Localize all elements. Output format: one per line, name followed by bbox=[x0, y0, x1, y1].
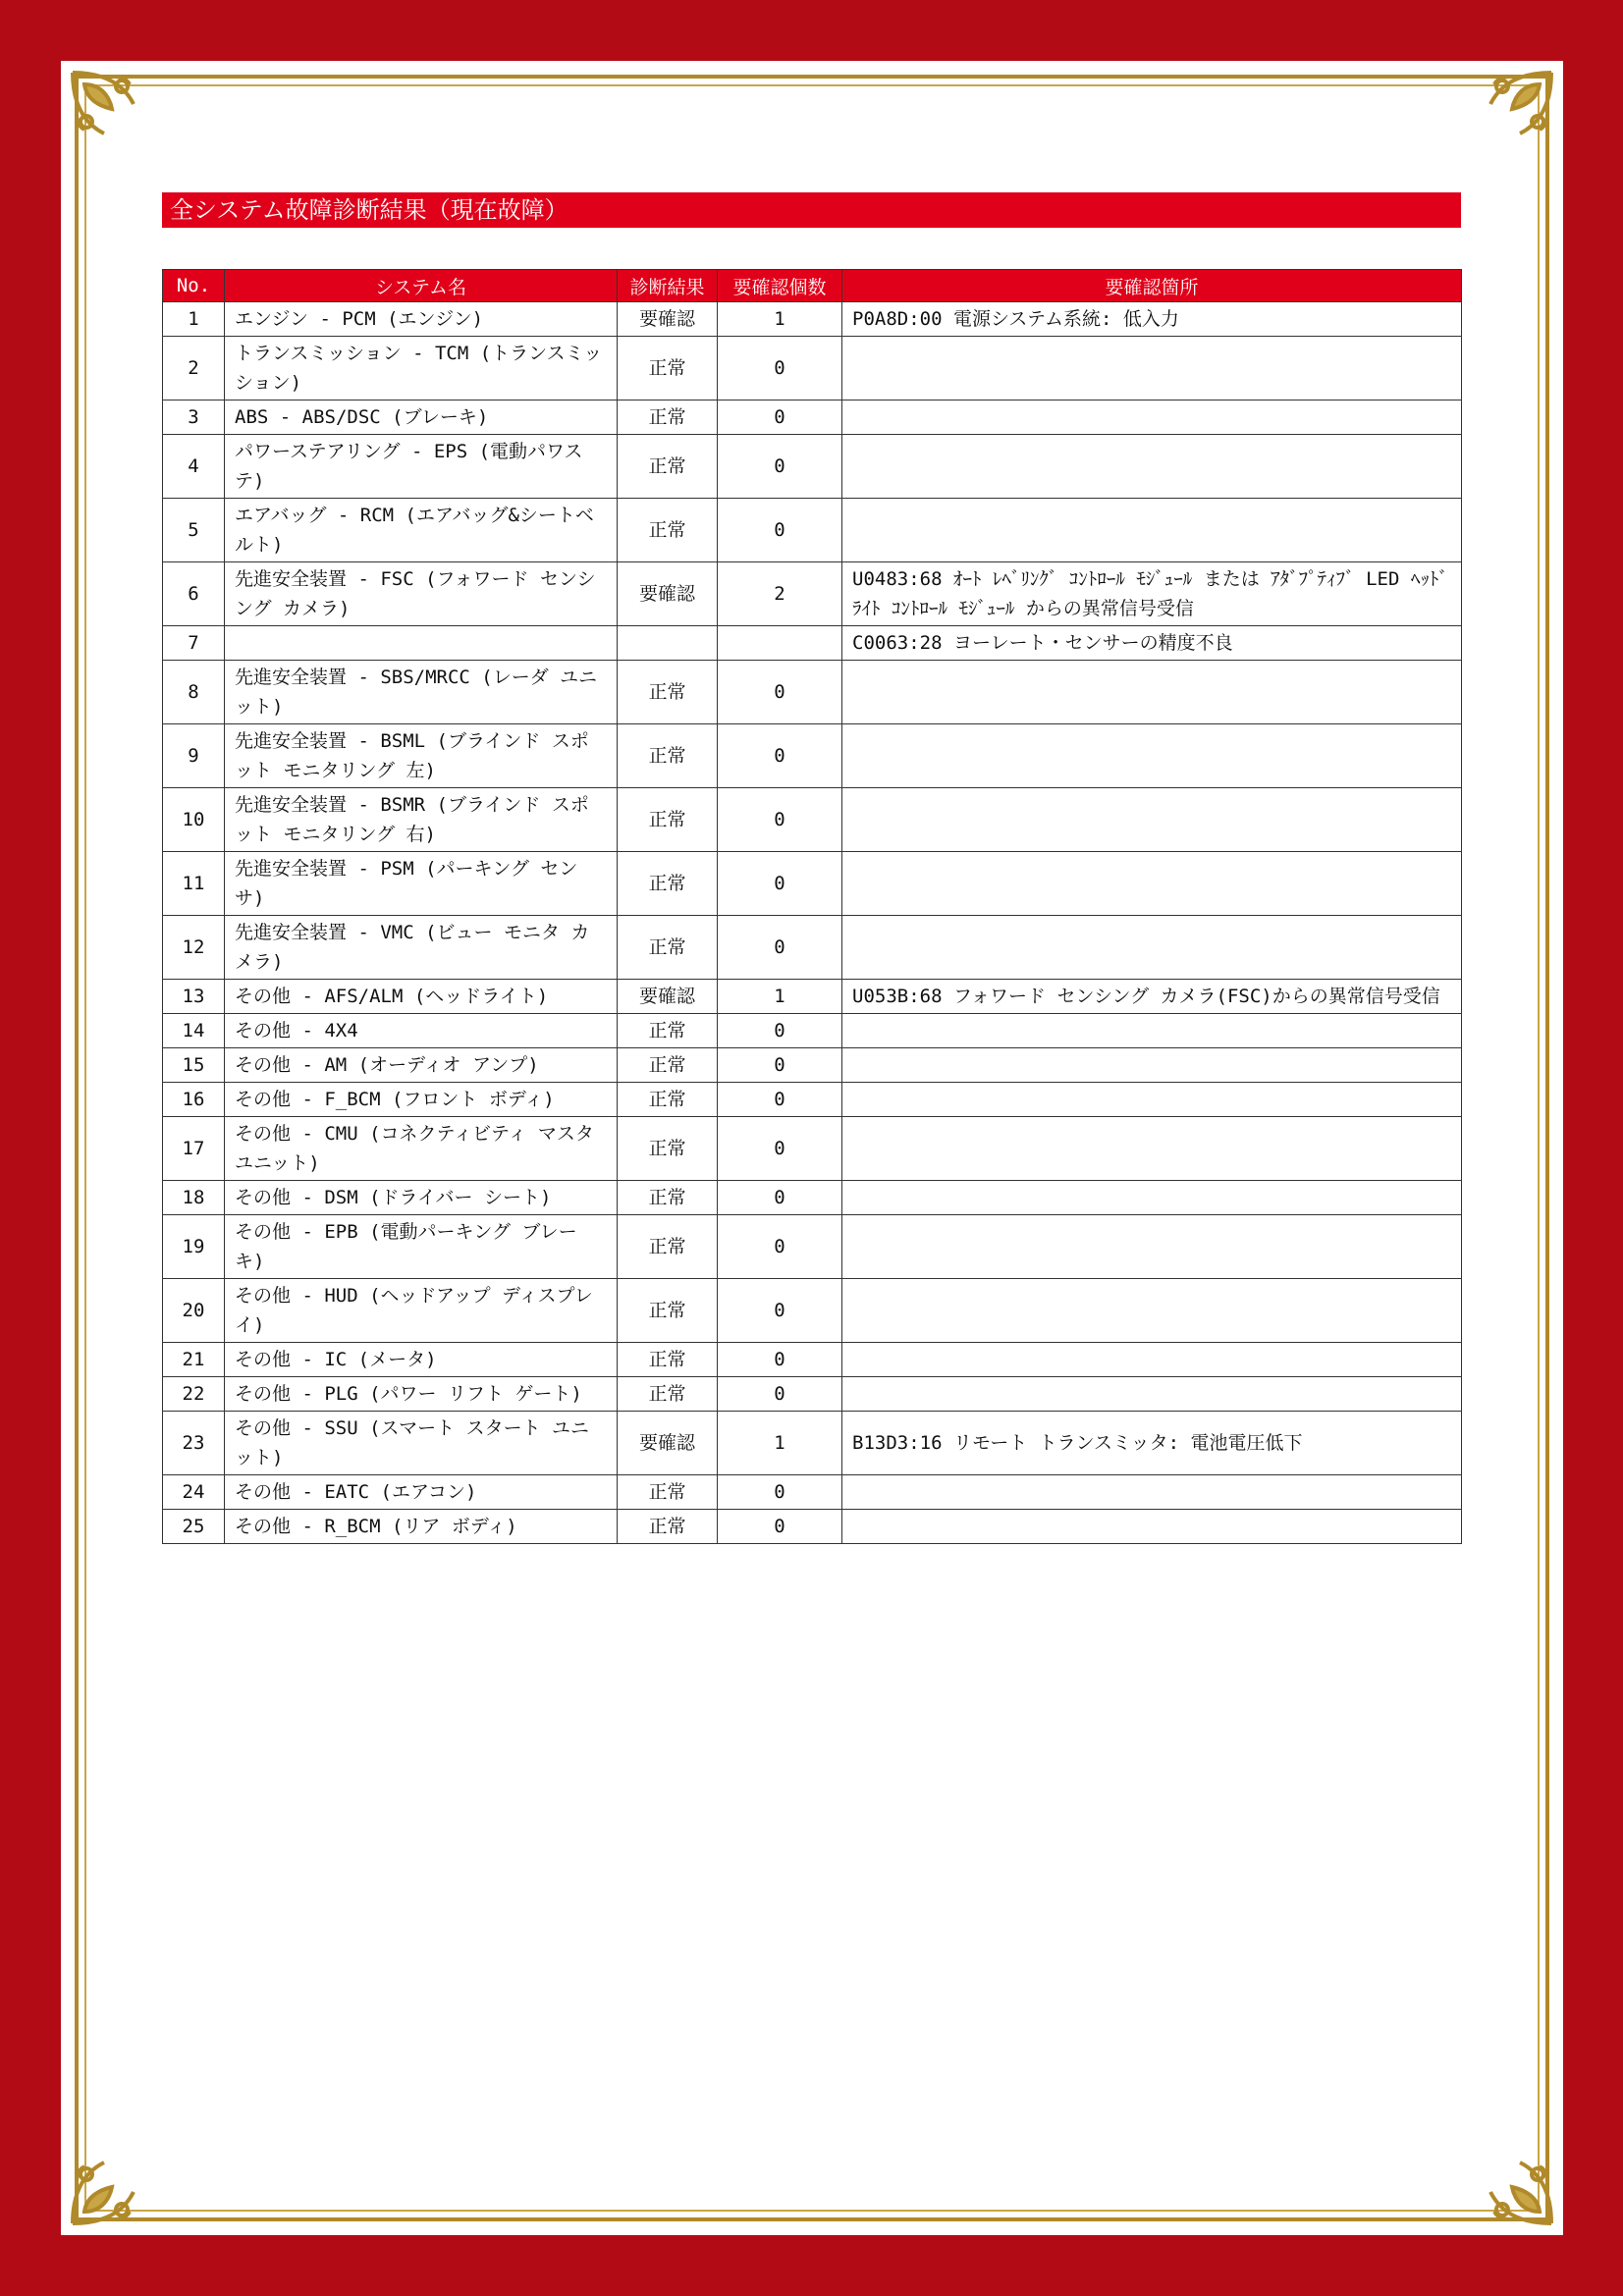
diagnosis-results-table bbox=[162, 269, 1462, 1544]
header-system-name: システム名 bbox=[225, 270, 618, 302]
cell-check-location bbox=[842, 724, 1462, 788]
cell-no: 19 bbox=[163, 1215, 225, 1279]
cell-diagnosis-result: 正常 bbox=[618, 400, 718, 435]
cell-check-count: 0 bbox=[718, 852, 842, 916]
cell-check-location: P0A8D:00 電源システム系統: 低入力 bbox=[842, 302, 1462, 337]
cell-diagnosis-result: 正常 bbox=[618, 661, 718, 724]
cell-diagnosis-result: 正常 bbox=[618, 1048, 718, 1083]
cell-check-location bbox=[842, 400, 1462, 435]
cell-check-count: 0 bbox=[718, 1048, 842, 1083]
corner-ornament-icon bbox=[65, 65, 159, 159]
cell-diagnosis-result: 正常 bbox=[618, 1343, 718, 1377]
cell-check-count: 0 bbox=[718, 788, 842, 852]
cell-diagnosis-result: 正常 bbox=[618, 1181, 718, 1215]
cell-check-count: 0 bbox=[718, 1343, 842, 1377]
cell-system-name: その他 - PLG (パワー リフト ゲート) bbox=[225, 1377, 618, 1412]
cell-system-name: その他 - CMU (コネクティビティ マスタ ユニット) bbox=[225, 1117, 618, 1181]
cell-system-name: その他 - HUD (ヘッドアップ ディスプレイ) bbox=[225, 1279, 618, 1343]
cell-no: 10 bbox=[163, 788, 225, 852]
cell-system-name: その他 - AM (オーディオ アンプ) bbox=[225, 1048, 618, 1083]
table-row bbox=[163, 1014, 1462, 1048]
table-row bbox=[163, 499, 1462, 562]
cell-diagnosis-result: 正常 bbox=[618, 435, 718, 499]
report-page bbox=[61, 61, 1563, 2235]
cell-system-name: 先進安全装置 - PSM (パーキング センサ) bbox=[225, 852, 618, 916]
section-title: 全システム故障診断結果（現在故障） bbox=[162, 192, 1461, 228]
cell-check-location bbox=[842, 1048, 1462, 1083]
cell-system-name: その他 - IC (メータ) bbox=[225, 1343, 618, 1377]
table-row bbox=[163, 1048, 1462, 1083]
cell-no: 12 bbox=[163, 916, 225, 980]
cell-check-location bbox=[842, 1014, 1462, 1048]
cell-check-location bbox=[842, 1475, 1462, 1510]
cell-no: 22 bbox=[163, 1377, 225, 1412]
cell-check-count: 1 bbox=[718, 1412, 842, 1475]
cell-no: 24 bbox=[163, 1475, 225, 1510]
cell-system-name: その他 - EPB (電動パーキング ブレーキ) bbox=[225, 1215, 618, 1279]
cell-system-name: 先進安全装置 - BSMR (ブラインド スポット モニタリング 右) bbox=[225, 788, 618, 852]
cell-system-name: その他 - F_BCM (フロント ボディ) bbox=[225, 1083, 618, 1117]
cell-system-name: 先進安全装置 - VMC (ビュー モニタ カメラ) bbox=[225, 916, 618, 980]
cell-system-name: ABS - ABS/DSC (ブレーキ) bbox=[225, 400, 618, 435]
table-row bbox=[163, 1215, 1462, 1279]
cell-check-count: 0 bbox=[718, 435, 842, 499]
cell-check-location bbox=[842, 1343, 1462, 1377]
cell-check-count: 0 bbox=[718, 499, 842, 562]
cell-check-count bbox=[718, 626, 842, 661]
cell-system-name: その他 - R_BCM (リア ボディ) bbox=[225, 1510, 618, 1544]
cell-check-count: 0 bbox=[718, 1475, 842, 1510]
cell-check-count: 0 bbox=[718, 1279, 842, 1343]
cell-system-name: トランスミッション - TCM (トランスミッション) bbox=[225, 337, 618, 400]
cell-diagnosis-result: 正常 bbox=[618, 1083, 718, 1117]
cell-system-name: その他 - SSU (スマート スタート ユニット) bbox=[225, 1412, 618, 1475]
header-check-count: 要確認個数 bbox=[718, 270, 842, 302]
cell-no: 16 bbox=[163, 1083, 225, 1117]
cell-system-name: 先進安全装置 - FSC (フォワード センシング カメラ) bbox=[225, 562, 618, 626]
cell-no: 11 bbox=[163, 852, 225, 916]
cell-check-location: U053B:68 フォワード センシング カメラ(FSC)からの異常信号受信 bbox=[842, 980, 1462, 1014]
cell-check-count: 0 bbox=[718, 1117, 842, 1181]
cell-system-name: その他 - DSM (ドライバー シート) bbox=[225, 1181, 618, 1215]
cell-diagnosis-result: 正常 bbox=[618, 1510, 718, 1544]
cell-check-count: 0 bbox=[718, 337, 842, 400]
cell-check-location bbox=[842, 1083, 1462, 1117]
table-row bbox=[163, 435, 1462, 499]
cell-check-location bbox=[842, 852, 1462, 916]
cell-diagnosis-result: 正常 bbox=[618, 1215, 718, 1279]
table-row bbox=[163, 1343, 1462, 1377]
cell-no: 23 bbox=[163, 1412, 225, 1475]
table-row bbox=[163, 1475, 1462, 1510]
cell-check-location bbox=[842, 916, 1462, 980]
cell-check-location: B13D3:16 リモート トランスミッタ: 電池電圧低下 bbox=[842, 1412, 1462, 1475]
cell-diagnosis-result: 正常 bbox=[618, 499, 718, 562]
cell-diagnosis-result: 正常 bbox=[618, 1475, 718, 1510]
cell-system-name: 先進安全装置 - BSML (ブラインド スポット モニタリング 左) bbox=[225, 724, 618, 788]
cell-check-location bbox=[842, 1117, 1462, 1181]
table-row bbox=[163, 1279, 1462, 1343]
cell-check-location bbox=[842, 1510, 1462, 1544]
table-row bbox=[163, 626, 1462, 661]
table-row bbox=[163, 980, 1462, 1014]
corner-ornament-icon bbox=[1465, 65, 1559, 159]
cell-no: 20 bbox=[163, 1279, 225, 1343]
cell-check-count: 0 bbox=[718, 1083, 842, 1117]
cell-check-location bbox=[842, 435, 1462, 499]
table-row bbox=[163, 788, 1462, 852]
cell-check-location bbox=[842, 661, 1462, 724]
cell-check-count: 0 bbox=[718, 916, 842, 980]
cell-diagnosis-result: 要確認 bbox=[618, 302, 718, 337]
cell-check-count: 0 bbox=[718, 1014, 842, 1048]
cell-no: 1 bbox=[163, 302, 225, 337]
table-header-row bbox=[163, 270, 1462, 302]
cell-check-count: 0 bbox=[718, 661, 842, 724]
cell-check-count: 0 bbox=[718, 724, 842, 788]
table-row bbox=[163, 1510, 1462, 1544]
header-diagnosis-result: 診断結果 bbox=[618, 270, 718, 302]
cell-no: 14 bbox=[163, 1014, 225, 1048]
cell-check-count: 0 bbox=[718, 1181, 842, 1215]
corner-ornament-icon bbox=[65, 2137, 159, 2231]
cell-no: 18 bbox=[163, 1181, 225, 1215]
cell-system-name: 先進安全装置 - SBS/MRCC (レーダ ユニット) bbox=[225, 661, 618, 724]
cell-check-location bbox=[842, 337, 1462, 400]
cell-no: 6 bbox=[163, 562, 225, 626]
table-row bbox=[163, 724, 1462, 788]
cell-no: 25 bbox=[163, 1510, 225, 1544]
cell-diagnosis-result: 正常 bbox=[618, 852, 718, 916]
cell-diagnosis-result: 要確認 bbox=[618, 980, 718, 1014]
corner-ornament-icon bbox=[1465, 2137, 1559, 2231]
cell-diagnosis-result: 正常 bbox=[618, 337, 718, 400]
cell-check-location: U0483:68 ｵｰﾄ ﾚﾍﾞﾘﾝｸﾞ ｺﾝﾄﾛｰﾙ ﾓｼﾞｭｰﾙ または ｱﾀﾞﾌﾟﾃｨﾌﾞ LED ﾍｯﾄﾞﾗｲﾄ ｺﾝﾄﾛｰﾙ ﾓｼﾞｭｰﾙ からの異常信号受信 bbox=[842, 562, 1462, 626]
cell-system-name: その他 - EATC (エアコン) bbox=[225, 1475, 618, 1510]
cell-check-count: 1 bbox=[718, 980, 842, 1014]
cell-no: 15 bbox=[163, 1048, 225, 1083]
table-row bbox=[163, 1377, 1462, 1412]
table-row bbox=[163, 661, 1462, 724]
cell-check-count: 0 bbox=[718, 400, 842, 435]
cell-check-count: 0 bbox=[718, 1377, 842, 1412]
cell-diagnosis-result: 正常 bbox=[618, 1014, 718, 1048]
cell-check-location bbox=[842, 499, 1462, 562]
cell-system-name: エアバッグ - RCM (エアバッグ&シートベルト) bbox=[225, 499, 618, 562]
cell-no: 9 bbox=[163, 724, 225, 788]
cell-check-count: 0 bbox=[718, 1510, 842, 1544]
cell-check-location bbox=[842, 1181, 1462, 1215]
cell-system-name: その他 - AFS/ALM (ヘッドライト) bbox=[225, 980, 618, 1014]
table-row bbox=[163, 337, 1462, 400]
cell-diagnosis-result: 正常 bbox=[618, 916, 718, 980]
cell-system-name: その他 - 4X4 bbox=[225, 1014, 618, 1048]
cell-diagnosis-result: 要確認 bbox=[618, 1412, 718, 1475]
cell-no: 17 bbox=[163, 1117, 225, 1181]
cell-check-location bbox=[842, 1279, 1462, 1343]
cell-check-location bbox=[842, 788, 1462, 852]
table-row bbox=[163, 1117, 1462, 1181]
cell-no: 21 bbox=[163, 1343, 225, 1377]
cell-check-location bbox=[842, 1215, 1462, 1279]
table-row bbox=[163, 916, 1462, 980]
table-row bbox=[163, 562, 1462, 626]
cell-no: 5 bbox=[163, 499, 225, 562]
cell-system-name: パワーステアリング - EPS (電動パワステ) bbox=[225, 435, 618, 499]
cell-diagnosis-result: 要確認 bbox=[618, 562, 718, 626]
cell-check-count: 0 bbox=[718, 1215, 842, 1279]
cell-diagnosis-result: 正常 bbox=[618, 1377, 718, 1412]
header-check-location: 要確認箇所 bbox=[842, 270, 1462, 302]
cell-no: 7 bbox=[163, 626, 225, 661]
cell-diagnosis-result: 正常 bbox=[618, 1279, 718, 1343]
table-row bbox=[163, 1083, 1462, 1117]
header-no: No. bbox=[163, 270, 225, 302]
cell-diagnosis-result bbox=[618, 626, 718, 661]
cell-no: 3 bbox=[163, 400, 225, 435]
cell-no: 4 bbox=[163, 435, 225, 499]
cell-system-name: エンジン - PCM (エンジン) bbox=[225, 302, 618, 337]
cell-check-location bbox=[842, 1377, 1462, 1412]
cell-diagnosis-result: 正常 bbox=[618, 788, 718, 852]
table-row bbox=[163, 400, 1462, 435]
cell-diagnosis-result: 正常 bbox=[618, 1117, 718, 1181]
table-row bbox=[163, 1412, 1462, 1475]
cell-no: 2 bbox=[163, 337, 225, 400]
table-row bbox=[163, 1181, 1462, 1215]
cell-no: 8 bbox=[163, 661, 225, 724]
table-row bbox=[163, 852, 1462, 916]
cell-diagnosis-result: 正常 bbox=[618, 724, 718, 788]
cell-check-count: 2 bbox=[718, 562, 842, 626]
cell-check-location: C0063:28 ヨーレート・センサーの精度不良 bbox=[842, 626, 1462, 661]
cell-no: 13 bbox=[163, 980, 225, 1014]
table-row bbox=[163, 302, 1462, 337]
cell-system-name bbox=[225, 626, 618, 661]
cell-check-count: 1 bbox=[718, 302, 842, 337]
